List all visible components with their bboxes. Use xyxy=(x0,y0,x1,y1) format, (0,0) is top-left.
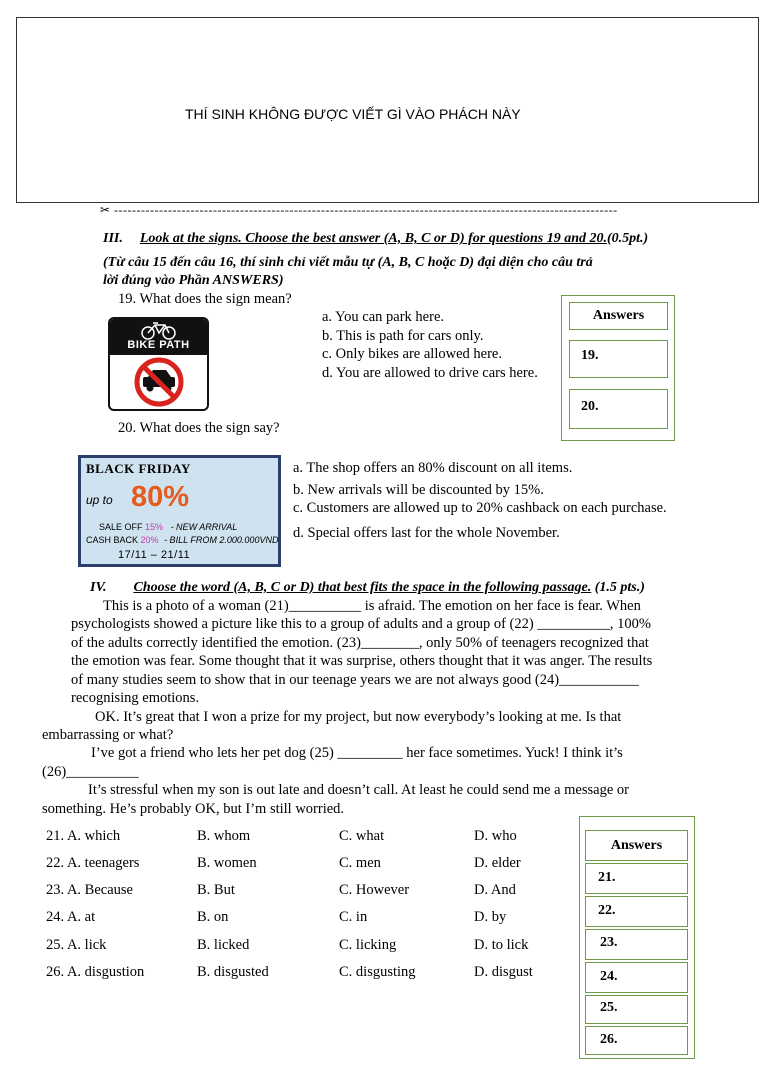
q20-stem: 20. What does the sign say? xyxy=(118,420,280,436)
passage-line: of many studies seem to show that in our teenage years we are not always good (24)___________ xyxy=(71,672,639,688)
passage-line: embarrassing or what? xyxy=(42,727,174,743)
answer-cell-21[interactable]: 21. xyxy=(585,863,688,894)
passage-line: This is a photo of a woman (21)__________ is afraid. The emotion on her face is fear. When xyxy=(103,598,641,614)
passage-line: OK. It’s great that I won a prize for my project, but now everybody’s looking at me. Is that xyxy=(95,709,622,725)
section4-title: Choose the word (A, B, C or D) that best fits the space in the following passage. xyxy=(133,580,592,595)
passage-line: (26)__________ xyxy=(42,764,139,780)
answer-cell-25[interactable]: 25. xyxy=(585,995,688,1024)
section3-instruction-1: (Từ câu 15 đến câu 16, thí sinh chỉ viết mẫu tự (A, B, C hoặc D) đại diện cho câu trả xyxy=(103,255,593,270)
q25-option-c: C. licking xyxy=(339,937,397,953)
q22-option-b: B. women xyxy=(197,855,257,871)
answers-header-3: Answers xyxy=(569,302,668,330)
answer-cell-20[interactable]: 20. xyxy=(569,389,668,429)
cut-line: ✂ ---------------------------------------------------------------------------------------------------------------- xyxy=(100,203,618,217)
section3-heading xyxy=(103,230,648,248)
q20-option-d: d. Special offers last for the whole November. xyxy=(293,525,560,541)
q25-option-a: 25. A. lick xyxy=(46,937,107,953)
q25-option-b: B. licked xyxy=(197,937,250,953)
passage-line: It’s stressful when my son is out late and doesn’t call. At least he could send me a message or xyxy=(88,782,629,798)
q21-option-a: 21. A. which xyxy=(46,828,121,844)
q23-option-d: D. And xyxy=(474,882,516,898)
q26-option-b: B. disgusted xyxy=(197,964,269,980)
q23-option-a: 23. A. Because xyxy=(46,882,133,898)
bf-title: BLACK FRIDAY xyxy=(86,461,191,476)
bf-up-to: up to xyxy=(86,493,113,507)
q23-option-c: C. However xyxy=(339,882,410,898)
passage-line: recognising emotions. xyxy=(71,690,200,706)
q19-option-d: d. You are allowed to drive cars here. xyxy=(322,364,538,381)
passage-line: I’ve got a friend who lets her pet dog (25) _________ her face sometimes. Yuck! I think it’s xyxy=(91,745,623,761)
sign-text: BIKE PATH xyxy=(127,339,190,351)
q20-option-a: a. The shop offers an 80% discount on all items. xyxy=(293,460,573,476)
q20-option-c: c. Customers are allowed up to 20% cashback on each purchase. xyxy=(293,500,667,516)
answer-cell-26[interactable]: 26. xyxy=(585,1026,688,1055)
bf-sale-off-note: - NEW ARRIVAL xyxy=(170,522,238,532)
q26-option-c: C. disgusting xyxy=(339,964,416,980)
q21-option-d: D. who xyxy=(474,828,517,844)
q22-option-c: C. men xyxy=(339,855,381,871)
bf-cashback-value: 20% xyxy=(140,535,159,545)
q22-option-a: 22. A. teenagers xyxy=(46,855,140,871)
bike-path-sign xyxy=(108,317,209,411)
q21-option-b: B. whom xyxy=(197,828,251,844)
q19-option-c: c. Only bikes are allowed here. xyxy=(322,346,502,362)
q19-stem: 19. What does the sign mean? xyxy=(118,291,292,307)
header-notice: THÍ SINH KHÔNG ĐƯỢC VIẾT GÌ VÀO PHÁCH NÀY xyxy=(185,106,521,122)
q26-option-a: 26. A. disgustion xyxy=(46,964,145,980)
q24-option-d: D. by xyxy=(474,909,507,925)
bf-sale-off-value: 15% xyxy=(145,522,164,532)
section3-points: (0.5pt.) xyxy=(606,231,649,246)
answer-cell-23[interactable]: 23. xyxy=(585,929,688,960)
section3-instruction-2: lời đúng vào Phần ANSWERS) xyxy=(103,273,284,288)
q22-option-d: D. elder xyxy=(474,855,521,871)
q21-option-c: C. what xyxy=(339,828,385,844)
section4-heading xyxy=(90,579,645,597)
bf-sale-off-line xyxy=(99,522,237,532)
answer-cell-19[interactable]: 19. xyxy=(569,340,668,378)
q23-option-b: B. But xyxy=(197,882,235,898)
q20-option-b: b. New arrivals will be discounted by 15%. xyxy=(293,482,544,498)
passage-line: the emotion was fear. Some thought that it was surprise, others thought that it was anger. The results xyxy=(71,653,653,669)
bf-dates: 17/11 – 21/11 xyxy=(118,549,191,561)
q24-option-a: 24. A. at xyxy=(46,909,96,925)
q26-option-d: D. disgust xyxy=(474,964,533,980)
section4-points: (1.5 pts.) xyxy=(594,580,645,595)
q24-option-b: B. on xyxy=(197,909,229,925)
section3-number: III. xyxy=(103,231,123,246)
bf-percent: 80% xyxy=(131,481,190,513)
bicycle-icon xyxy=(110,321,207,341)
q24-option-c: C. in xyxy=(339,909,368,925)
q25-option-d: D. to lick xyxy=(474,937,529,953)
bf-sale-off-label: SALE OFF xyxy=(99,522,143,532)
section3-title: Look at the signs. Choose the best answer (A, B, C or D) for questions 19 and 20. xyxy=(139,231,607,246)
bf-cashback-label: CASH BACK xyxy=(86,535,139,545)
bf-cashback-line xyxy=(86,535,278,545)
black-friday-sign xyxy=(78,455,281,567)
bf-cashback-note: - BILL FROM 2.000.000VND xyxy=(164,535,279,545)
passage-line: of the adults correctly identified the emotion. (23)________, only 50% of teenagers recognized that xyxy=(71,635,649,651)
q19-options xyxy=(322,308,538,382)
q19-option-b: b. This is path for cars only. xyxy=(322,327,484,344)
passage-line: something. He’s probably OK, but I’m still worried. xyxy=(42,801,345,817)
section4-number: IV. xyxy=(90,580,107,595)
answer-cell-24[interactable]: 24. xyxy=(585,962,688,993)
passage-line: psychologists showed a picture like this to a group of adults and a group of (22) __________, 100% xyxy=(71,616,651,632)
sign-header xyxy=(110,319,207,355)
no-car-icon xyxy=(110,355,207,411)
answer-cell-22[interactable]: 22. xyxy=(585,896,688,927)
answers-header-4: Answers xyxy=(585,830,688,861)
q19-option-a: a. You can park here. xyxy=(322,309,445,325)
